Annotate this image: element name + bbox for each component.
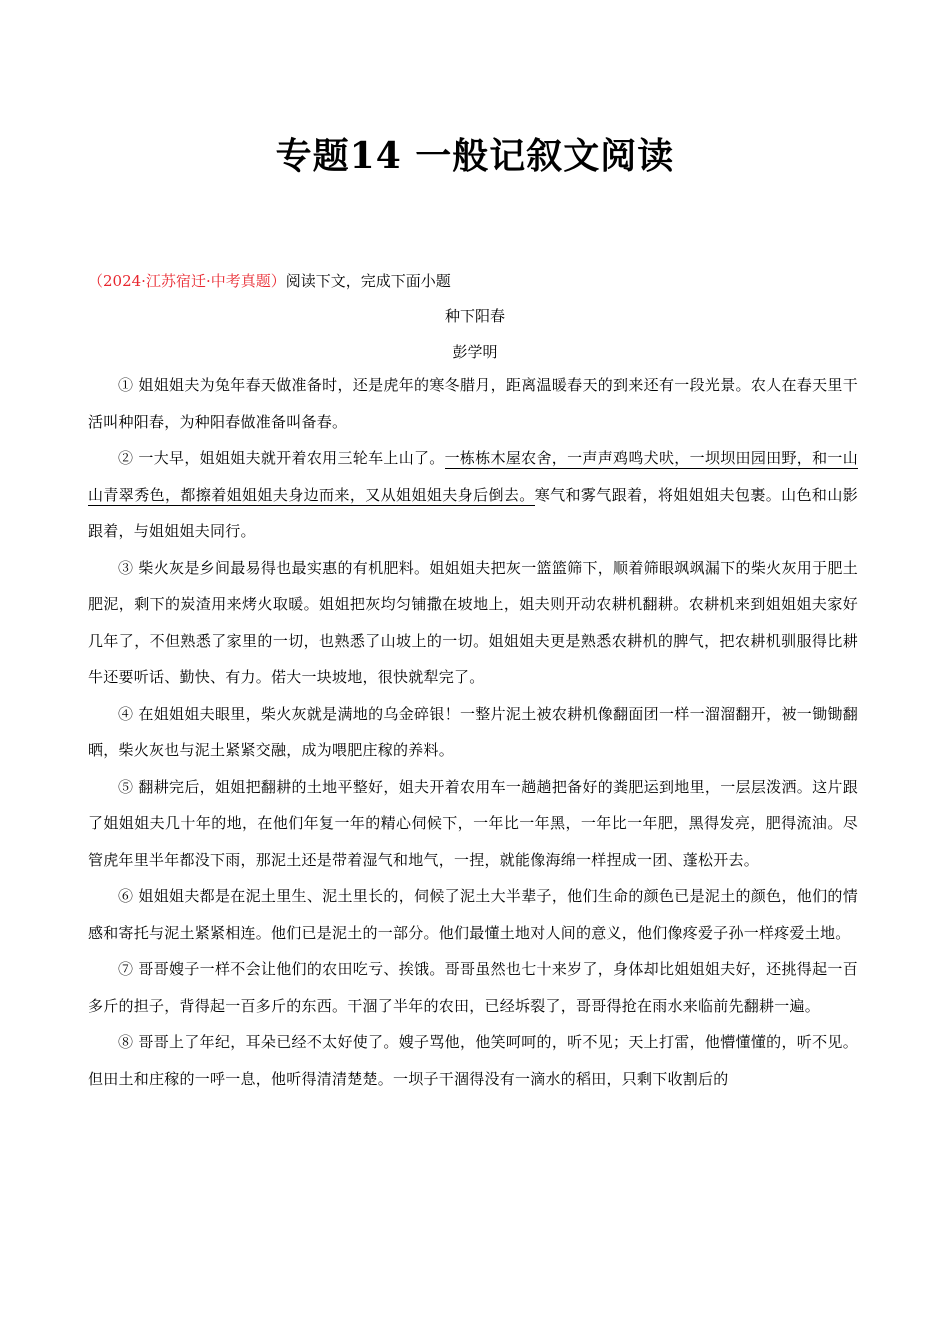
document-title: 专题14 一般记叙文阅读 [275,135,675,177]
question-instruction: 阅读下文，完成下面小题 [285,272,451,290]
exam-source-tag: （2024·江苏宿迁·中考真题） [88,272,286,290]
underlined-sentence: 一栋栋木屋农舍，一声声鸡鸣犬吠，一坝坝田园田野，和一山山青翠秀色，都擦着姐姐姐夫身边而来，又从姐姐姐夫身后倒去。 [88,449,858,504]
paragraph-2-tail: 寒气和雾气跟着，将姐姐姐夫包裹。山色和山影跟着，与姐姐姐夫同行。 [88,485,858,540]
article-body [88,367,858,1097]
paragraph-6: ⑥ 姐姐姐夫都是在泥土里生、泥土里长的，伺候了泥土大半辈子，他们生命的颜色已是泥土的颜色，他们的情感和寄托与泥土紧紧相连。他们已是泥土的一部分。他们最懂土地对人间的意义，他们像疼爱子孙一样疼爱土地。 [88,887,858,942]
paragraph-5: ⑤ 翻耕完后，姐姐把翻耕的土地平整好，姐夫开着农用车一趟趟把备好的粪肥运到地里，一层层泼洒。这片跟了姐姐姐夫几十年的地，在他们年复一年的精心伺候下，一年比一年黑，一年比一年肥，黑得发亮，肥得流油。尽管虎年里半年都没下雨，那泥土还是带着湿气和地气，一捏，就能像海绵一样捏成一团、蓬松开去。 [88,777,858,869]
question-source-line [88,270,451,291]
paragraph-1: ① 姐姐姐夫为兔年春天做准备时，还是虎年的寒冬腊月，距离温暖春天的到来还有一段光景。农人在春天里干活叫种阳春，为种阳春做准备叫备春。 [88,376,858,431]
paragraph-2 [88,440,858,550]
article-author: 彭学明 [452,343,498,361]
paragraph-2-lead: ② 一大早，姐姐姐夫就开着农用三轮车上山了。 [118,449,445,467]
paragraph-7: ⑦ 哥哥嫂子一样不会让他们的农田吃亏、挨饿。哥哥虽然也七十来岁了，身体却比姐姐姐夫好，还挑得起一百多斤的担子，背得起一百多斤的东西。干涸了半年的农田，已经坼裂了，哥哥得抢在雨水来临前先翻耕一遍。 [88,960,858,1015]
paragraph-8: ⑧ 哥哥上了年纪，耳朵已经不太好使了。嫂子骂他，他笑呵呵的，听不见；天上打雷，他懵懂懂的，听不见。但田土和庄稼的一呼一息，他听得清清楚楚。一坝子干涸得没有一滴水的稻田，只剩下收割后的 [88,1033,858,1088]
paragraph-3: ③ 柴火灰是乡间最易得也最实惠的有机肥料。姐姐姐夫把灰一篮篮筛下，顺着筛眼飒飒漏下的柴火灰用于肥土肥泥，剩下的炭渣用来烤火取暖。姐姐把灰均匀铺撒在坡地上，姐夫则开动农耕机翻耕。农耕机来到姐姐姐夫家好几年了，不但熟悉了家里的一切，也熟悉了山坡上的一切。姐姐姐夫更是熟悉农耕机的脾气，把农耕机驯服得比耕牛还要听话、勤快、有力。偌大一块坡地，很快就犁完了。 [88,558,858,686]
article-title: 种下阳春 [444,307,505,325]
paragraph-4: ④ 在姐姐姐夫眼里，柴火灰就是满地的乌金碎银！一整片泥土被农耕机像翻面团一样一溜溜翻开，被一锄锄翻晒，柴火灰也与泥土紧紧交融，成为喂肥庄稼的养料。 [88,704,858,759]
